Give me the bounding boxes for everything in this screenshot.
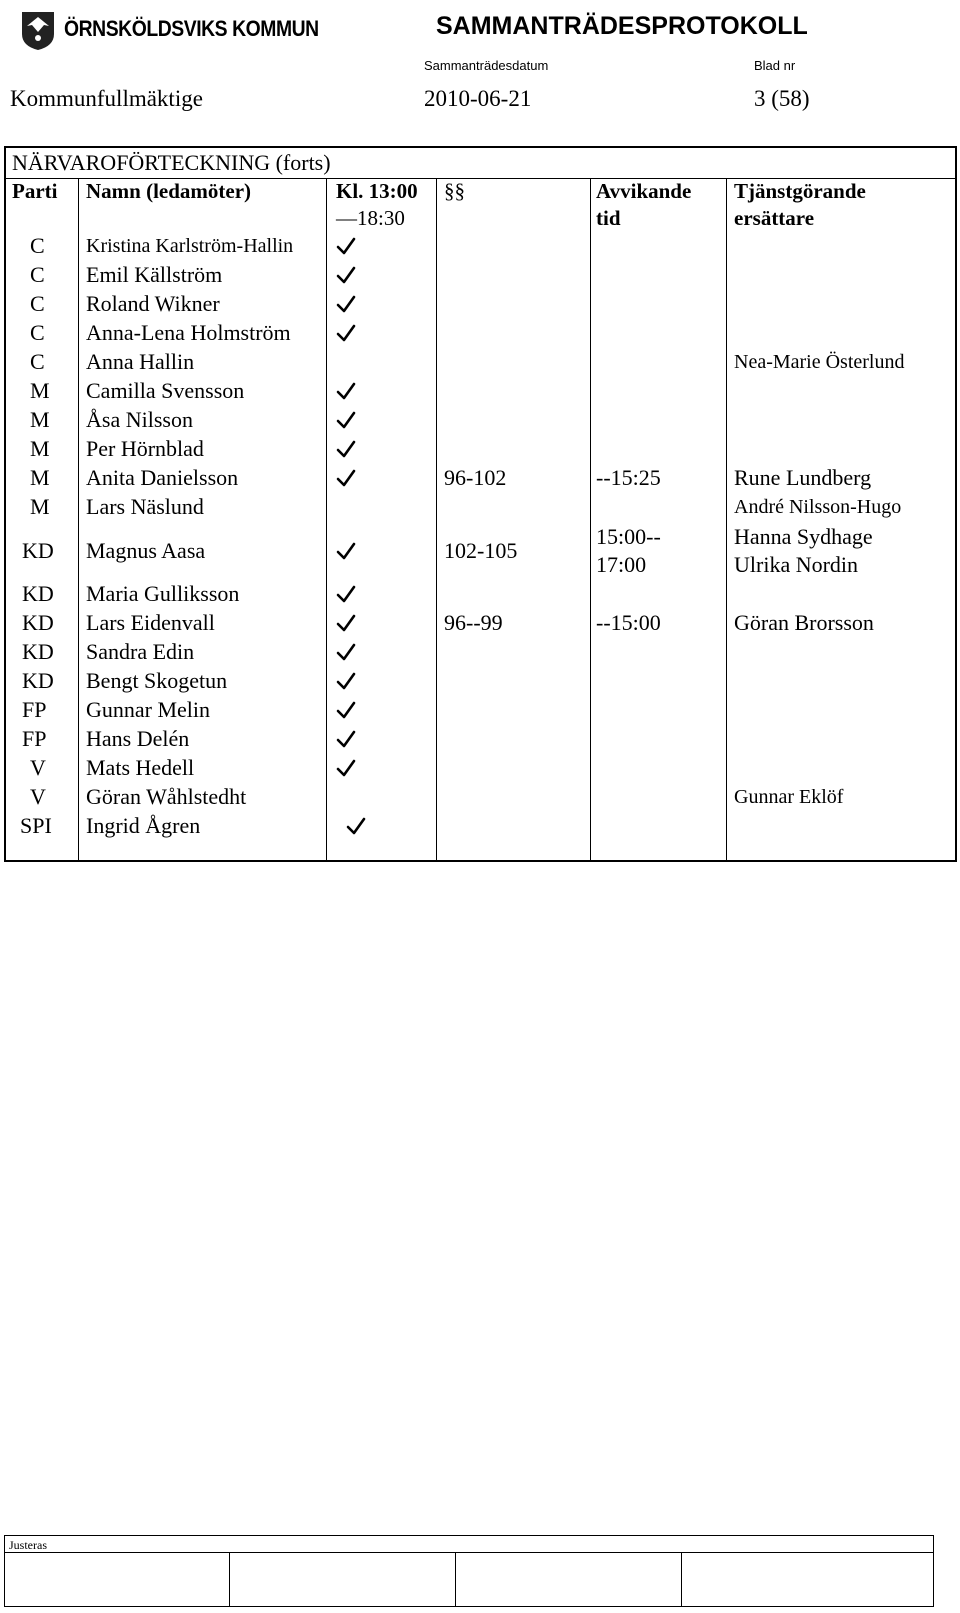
- date-label: Sammanträdesdatum: [424, 58, 549, 73]
- meeting-date: 2010-06-21: [424, 86, 532, 111]
- checkmark-icon: [336, 700, 356, 720]
- column-header-time: Kl. 13:00: [336, 179, 418, 203]
- justeras-divider: [5, 1552, 933, 1553]
- checkmark-icon: [336, 468, 356, 488]
- party-cell: FP: [22, 697, 47, 722]
- checkmark-icon: [336, 642, 356, 662]
- checkmark-icon: [336, 758, 356, 778]
- party-cell: KD: [22, 610, 54, 635]
- member-name-cell: Gunnar Melin: [86, 697, 211, 722]
- paragraph-cell: 96-102: [444, 465, 507, 490]
- page-label: Blad nr: [754, 58, 796, 73]
- column-divider: [326, 178, 327, 860]
- member-name-cell: Per Hörnblad: [86, 436, 204, 461]
- member-name-cell: Magnus Aasa: [86, 538, 206, 563]
- deviation-time-cell: --15:25: [596, 465, 661, 490]
- party-cell: KD: [22, 639, 54, 664]
- party-cell: C: [30, 291, 45, 316]
- checkmark-icon: [336, 671, 356, 691]
- deviation-time-cell: 15:00--: [596, 524, 661, 549]
- column-header-time-end: —18:30: [336, 206, 405, 230]
- organization-name: ÖRNSKÖLDSVIKS KOMMUN: [64, 16, 319, 41]
- attendance-table: [4, 146, 957, 862]
- party-cell: C: [30, 320, 45, 345]
- column-header-deviation: Avvikande: [596, 179, 692, 203]
- party-cell: SPI: [20, 813, 52, 838]
- substitute-cell: André Nilsson-Hugo: [734, 496, 902, 518]
- member-name-cell: Göran Wåhlstedht: [86, 784, 247, 809]
- checkmark-icon: [336, 584, 356, 604]
- checkmark-icon: [336, 265, 356, 285]
- member-name-cell: Lars Eidenvall: [86, 610, 215, 635]
- column-divider: [590, 178, 591, 860]
- column-divider: [78, 178, 79, 860]
- substitute-cell: Nea-Marie Österlund: [734, 351, 905, 373]
- paragraph-cell: 96--99: [444, 610, 503, 635]
- member-name-cell: Åsa Nilsson: [86, 407, 193, 432]
- checkmark-icon: [336, 439, 356, 459]
- checkmark-icon: [336, 236, 356, 256]
- checkmark-icon: [346, 816, 366, 836]
- member-name-cell: Sandra Edin: [86, 639, 195, 664]
- party-cell: M: [30, 465, 50, 490]
- member-name-cell: Anna-Lena Holmström: [86, 320, 291, 345]
- column-header-party: Parti: [12, 179, 58, 203]
- column-divider: [436, 178, 437, 860]
- party-cell: M: [30, 494, 50, 519]
- member-name-cell: Hans Delén: [86, 726, 190, 751]
- body-name: Kommunfullmäktige: [10, 86, 203, 111]
- signature-field-divider: [681, 1552, 682, 1606]
- member-name-cell: Maria Gulliksson: [86, 581, 240, 606]
- checkmark-icon: [336, 294, 356, 314]
- party-cell: KD: [22, 581, 54, 606]
- member-name-cell: Ingrid Ågren: [86, 813, 201, 838]
- substitute-cell: Ulrika Nordin: [734, 552, 859, 577]
- party-cell: C: [30, 262, 45, 287]
- member-name-cell: Bengt Skogetun: [86, 668, 228, 693]
- page-number: 3 (58): [754, 86, 810, 111]
- justeras-label: Justeras: [9, 1538, 47, 1552]
- member-name-cell: Anna Hallin: [86, 349, 195, 374]
- substitute-cell: Gunnar Eklöf: [734, 786, 844, 808]
- checkmark-icon: [336, 729, 356, 749]
- member-name-cell: Camilla Svensson: [86, 378, 245, 403]
- member-name-cell: Lars Näslund: [86, 494, 204, 519]
- municipality-emblem-icon: [18, 8, 58, 52]
- checkmark-icon: [336, 410, 356, 430]
- checkmark-icon: [336, 541, 356, 561]
- party-cell: C: [30, 233, 45, 258]
- signature-field-divider: [229, 1552, 230, 1606]
- justeras-box: [4, 1535, 934, 1607]
- substitute-cell: Hanna Sydhage: [734, 524, 873, 549]
- member-name-cell: Mats Hedell: [86, 755, 195, 780]
- member-name-cell: Emil Källström: [86, 262, 223, 287]
- column-header-name: Namn (ledamöter): [86, 179, 252, 203]
- party-cell: KD: [22, 538, 54, 563]
- party-cell: V: [30, 755, 46, 780]
- signature-field-divider: [455, 1552, 456, 1606]
- party-cell: C: [30, 349, 45, 374]
- deviation-time-cell: 17:00: [596, 552, 647, 577]
- substitute-cell: Rune Lundberg: [734, 465, 872, 490]
- column-header-substitute: Tjänstgörande: [734, 179, 866, 203]
- checkmark-icon: [336, 323, 356, 343]
- municipality-logo: [18, 8, 318, 52]
- member-name-cell: Roland Wikner: [86, 291, 220, 316]
- member-name-cell: Kristina Karlström-Hallin: [86, 235, 294, 257]
- document-type: SAMMANTRÄDESPROTOKOLL: [436, 12, 808, 40]
- column-divider: [726, 178, 727, 860]
- column-header-paragraph: §§: [444, 179, 465, 203]
- party-cell: M: [30, 407, 50, 432]
- party-cell: M: [30, 378, 50, 403]
- paragraph-cell: 102-105: [444, 538, 518, 563]
- substitute-cell: Göran Brorsson: [734, 610, 874, 635]
- party-cell: V: [30, 784, 46, 809]
- column-header-substitute-2: ersättare: [734, 206, 815, 230]
- member-name-cell: Anita Danielsson: [86, 465, 239, 490]
- column-header-deviation-2: tid: [596, 206, 621, 230]
- party-cell: M: [30, 436, 50, 461]
- table-title: NÄRVAROFÖRTECKNING (forts): [12, 150, 331, 175]
- checkmark-icon: [336, 381, 356, 401]
- party-cell: KD: [22, 668, 54, 693]
- deviation-time-cell: --15:00: [596, 610, 661, 635]
- checkmark-icon: [336, 613, 356, 633]
- party-cell: FP: [22, 726, 47, 751]
